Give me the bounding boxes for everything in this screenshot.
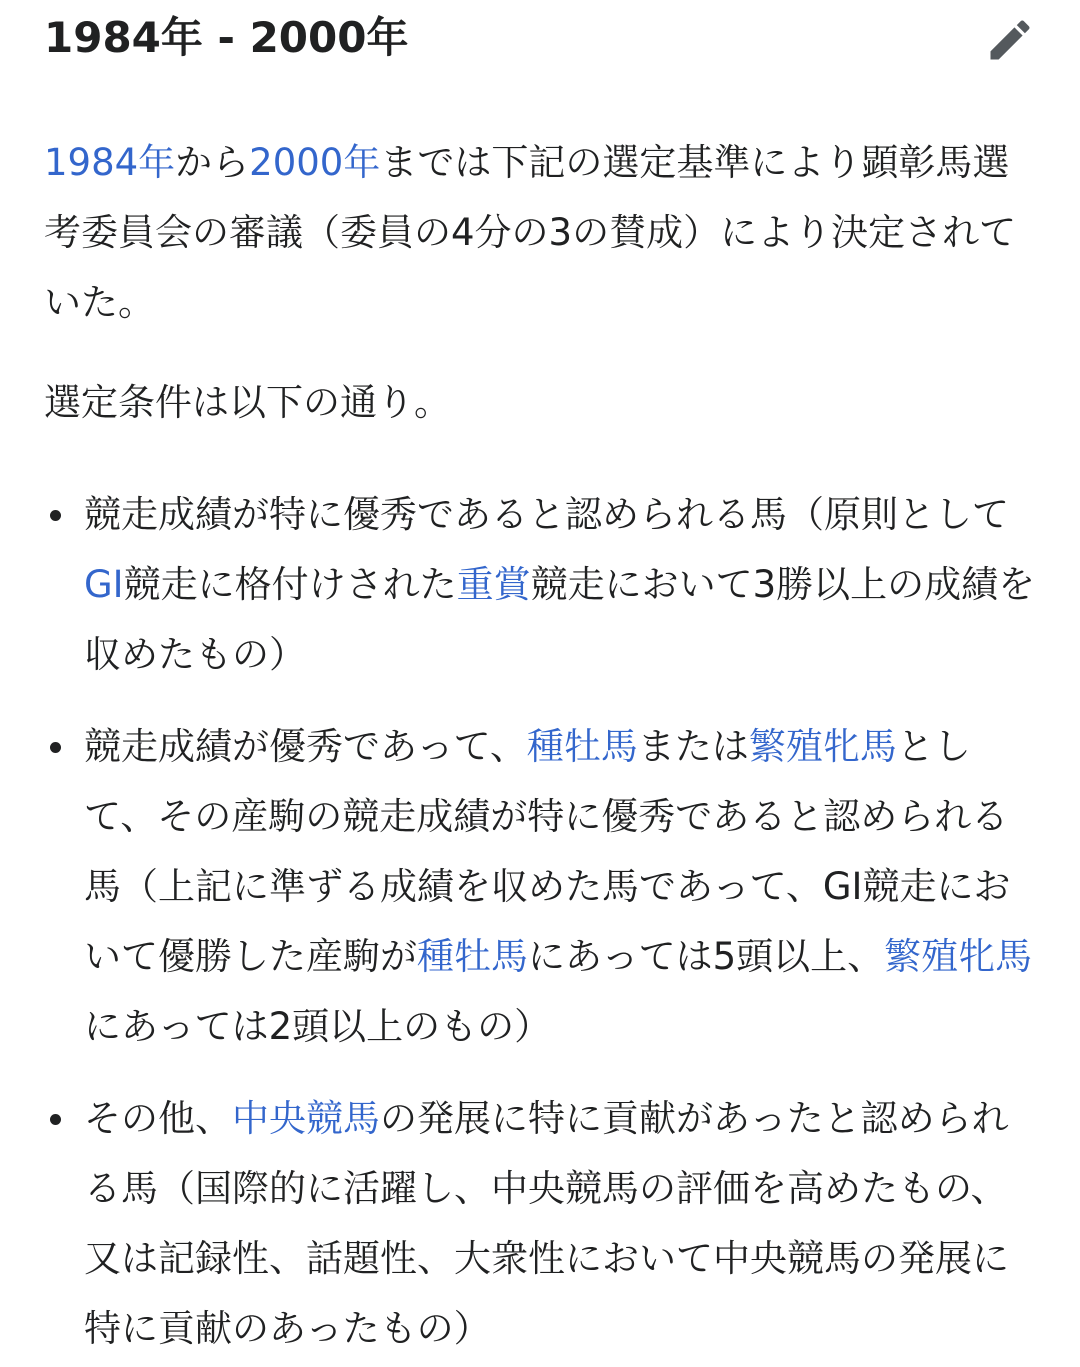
list-item xyxy=(44,712,1036,1062)
link-2000[interactable]: 2000年 xyxy=(249,141,381,184)
link-stallion[interactable]: 種牡馬 xyxy=(526,725,638,768)
link-broodmare[interactable]: 繁殖牝馬 xyxy=(748,725,897,768)
criterion-text: の発展に特に貢献があったと認められる馬（国際的に活躍し、中央競馬の評価を高めたもの、又は記録性、話題性、大衆性において中央競馬の発展に特に貢献のあったもの） xyxy=(84,1097,1009,1350)
bullet-icon xyxy=(50,510,61,521)
criterion-text: にあっては2頭以上のもの） xyxy=(84,1005,552,1048)
bullet-icon xyxy=(50,742,61,753)
criterion-text: 競走成績が特に優秀であると認められる馬（原則として xyxy=(84,493,1009,536)
criterion-text: その他、 xyxy=(84,1097,232,1140)
link-stallion[interactable]: 種牡馬 xyxy=(417,935,528,978)
link-1984[interactable]: 1984年 xyxy=(44,141,176,184)
link-broodmare[interactable]: 繁殖牝馬 xyxy=(884,935,1033,978)
section-title: 1984年 - 2000年 xyxy=(44,13,409,62)
intro-paragraph xyxy=(44,128,1036,338)
criteria-list xyxy=(44,480,1036,1364)
list-item xyxy=(44,1084,1036,1364)
link-central-racing[interactable]: 中央競馬 xyxy=(232,1097,380,1140)
criterion-text: 競走成績が優秀であって、 xyxy=(84,725,527,768)
bullet-icon xyxy=(50,1114,61,1125)
intro-text-2: までは下記の選定基準により顕彰馬選考委員会の審議（委員の4分の3の賛成）により決定されていた。 xyxy=(44,141,1017,324)
criterion-text: にあっては5頭以上、 xyxy=(528,935,885,978)
pencil-icon xyxy=(984,14,1036,66)
intro-text-1: から xyxy=(175,141,250,184)
list-item xyxy=(44,480,1036,690)
link-jusho[interactable]: 重賞 xyxy=(456,563,531,606)
conditions-intro: 選定条件は以下の通り。 xyxy=(44,381,451,424)
criterion-text: として、その産駒の競走成績が特に優秀であると認められる馬（上記に準ずる成績を収めた馬であって、GI競走において優勝した産駒が xyxy=(84,725,1011,978)
criterion-text: または xyxy=(637,725,749,768)
section-heading-row xyxy=(44,0,1036,78)
criterion-text: 競走において3勝以上の成績を収めたもの） xyxy=(84,563,1036,676)
criterion-text: 競走に格付けされた xyxy=(123,563,457,606)
pencil-edit-icon[interactable] xyxy=(984,14,1036,66)
link-gi[interactable]: GI xyxy=(84,563,124,606)
